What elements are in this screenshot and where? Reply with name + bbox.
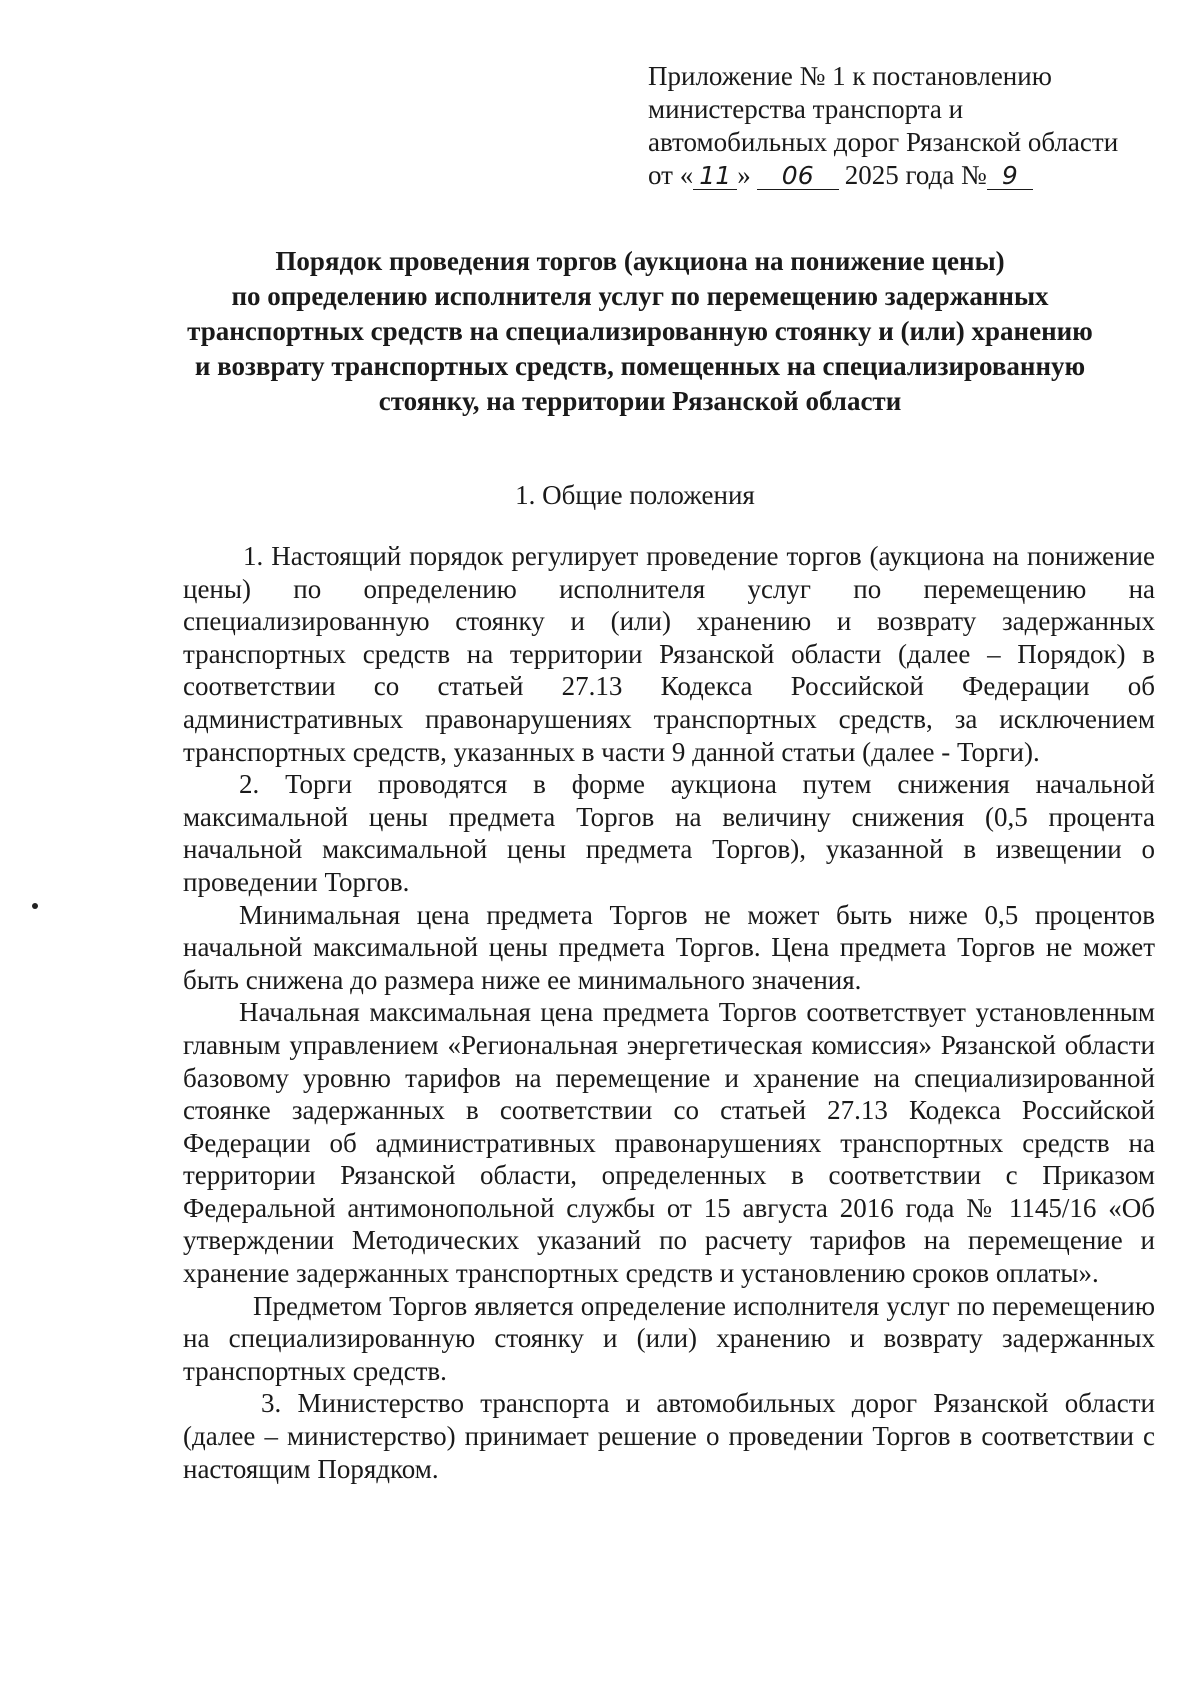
date-year-text: 2025 года № xyxy=(844,160,987,190)
appendix-line-2: министерства транспорта и xyxy=(648,94,964,124)
title-line-5: стоянку, на территории Рязанской области xyxy=(378,386,902,416)
paragraph-3: 3. Министерство транспорта и автомобильных дорог Рязанской области (далее – министерство) принимает решение о проведении Торгов в соответствии с настоящим Порядком. xyxy=(183,1388,1155,1484)
appendix-line-1: Приложение № 1 к постановлению xyxy=(648,61,1052,91)
section-heading: 1. Общие положения xyxy=(515,480,755,510)
scan-speck xyxy=(32,903,38,909)
section-body xyxy=(183,540,1155,1485)
date-mid: » xyxy=(737,160,751,190)
document-title xyxy=(140,244,1140,419)
paragraph-1: 1. Настоящий порядок регулирует проведение торгов (аукциона на понижение цены) по определению исполнителя услуг по перемещению на специализированную стоянку и (или) хранению и возврату задержанных транспортных средств на территории Рязанской области (далее – Порядок) в соответствии со статьей 27.13 Кодекса Российской Федерации об административных правонарушениях транспортных средств, за исключением транспортных средств, указанных в части 9 данной статьи (далее - Торги). xyxy=(183,541,1155,767)
date-prefix: от « xyxy=(648,160,694,190)
title-line-1: Порядок проведения торгов (аукциона на понижение цены) xyxy=(275,246,1005,276)
appendix-line-3: автомобильных дорог Рязанской области xyxy=(648,127,1119,157)
paragraph-2: 2. Торги проводятся в форме аукциона путем снижения начальной максимальной цены предмета Торгов на величину снижения (0,5 процента начальной максимальной цены предмета Торгов), указанной в извещении о проведении Торгов. xyxy=(183,769,1155,897)
appendix-header xyxy=(648,60,1168,192)
handwritten-month: 06 xyxy=(757,163,839,190)
title-line-3: транспортных средств на специализированную стоянку и (или) хранению xyxy=(187,316,1093,346)
title-line-2: по определению исполнителя услуг по перемещению задержанных xyxy=(231,281,1049,311)
handwritten-number: 9 xyxy=(987,163,1033,190)
appendix-date-line xyxy=(648,159,1168,192)
paragraph-initial-price: Начальная максимальная цена предмета Торгов соответствует установленным главным управлением «Региональная энергетическая комиссия» Рязанской области базовому уровню тарифов на перемещение и хранение на специализированной стоянке задержанных в соответствии со статьей 27.13 Кодекса Российской Федерации об административных правонарушениях транспортных средств на территории Рязанской области, определенных в соответствии с Приказом Федеральной антимонопольной службы от 15 августа 2016 года № 1145/16 «Об утверждении Методических указаний по расчету тарифов на перемещение и хранение задержанных транспортных средств и установлению сроков оплаты». xyxy=(183,997,1155,1289)
title-line-4: и возврату транспортных средств, помещенных на специализированную xyxy=(194,351,1086,381)
paragraph-min-price: Минимальная цена предмета Торгов не может быть ниже 0,5 процентов начальной максимальной цены предмета Торгов. Цена предмета Торгов не может быть снижена до размера ниже ее минимального значения. xyxy=(183,899,1155,995)
handwritten-day: 11 xyxy=(693,163,737,190)
paragraph-subject: Предметом Торгов является определение исполнителя услуг по перемещению на специализированную стоянку и (или) хранению и возврату задержанных транспортных средств. xyxy=(183,1290,1155,1386)
